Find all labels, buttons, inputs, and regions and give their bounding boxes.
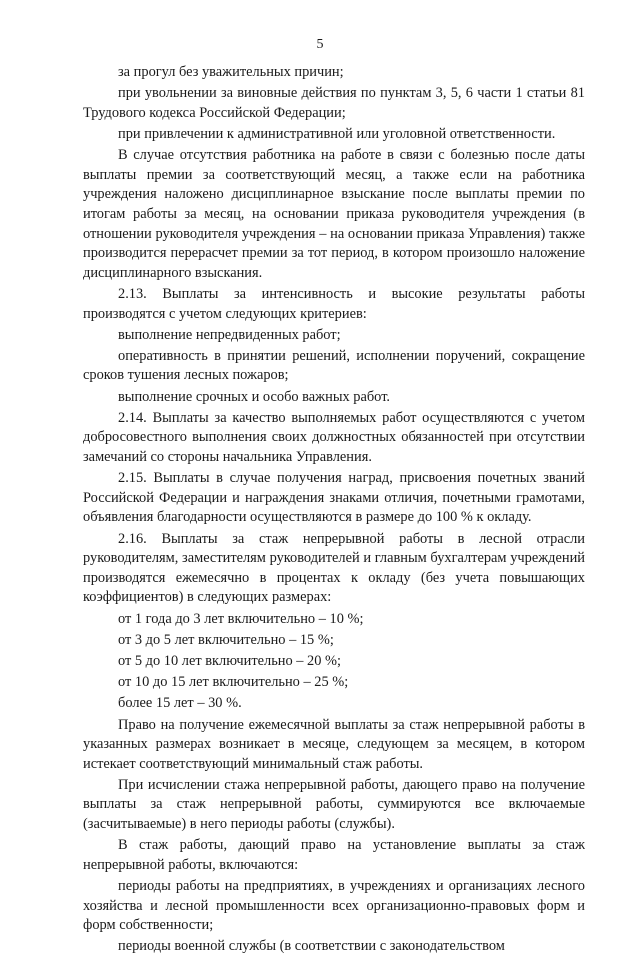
paragraph: при привлечении к административной или уголовной ответственности. <box>118 125 556 142</box>
paragraph: 2.14. Выплаты за качество выполняемых работ осуществляются с учетом добросовестного выполнения своих должностных обязанностей при отсутствии замечаний со стороны начальника Управления. <box>83 409 585 466</box>
list-item: от 5 до 10 лет включительно – 20 %; <box>118 652 342 669</box>
paragraph: Право на получение ежемесячной выплаты за стаж непрерывной работы в указанных размерах возникает в месяце, следующем за месяцем, в котором истекает соответствующий минимальный стаж работы. <box>83 716 585 772</box>
paragraph: за прогул без уважительных причин; <box>118 64 344 80</box>
document-body <box>83 63 585 959</box>
list-item: от 3 до 5 лет включительно – 15 %; <box>118 631 334 648</box>
page-number: 5 <box>316 37 324 52</box>
list-item: от 1 года до 3 лет включительно – 10 %; <box>118 610 364 627</box>
paragraph: при увольнении за виновные действия по пунктам 3, 5, 6 части 1 статьи 81 Трудового кодекса Российской Федерации; <box>83 85 585 121</box>
list-item: от 10 до 15 лет включительно – 25 %; <box>118 674 349 691</box>
paragraph: периоды военной службы (в соответствии с законодательством <box>118 938 505 955</box>
paragraph: выполнение срочных и особо важных работ. <box>118 388 390 405</box>
paragraph: 2.15. Выплаты в случае получения наград, присвоения почетных званий Российской Федерации и награждения знаками отличия, почетными грамотами, объявления благодарности осуществляются в размере до 100 % к окладу. <box>83 470 585 526</box>
paragraph: При исчислении стажа непрерывной работы, дающего право на получение выплаты за стаж непрерывной работы, суммируются все включаемые (засчитываемые) в него периоды работы (службы). <box>83 776 585 833</box>
paragraph: выполнение непредвиденных работ; <box>118 326 341 343</box>
paragraph: оперативность в принятии решений, исполнении поручений, сокращение сроков тушения лесных пожаров; <box>83 347 585 384</box>
paragraph: В стаж работы, дающий право на установление выплаты за стаж непрерывной работы, включаются: <box>83 837 585 873</box>
paragraph: 2.16. Выплаты за стаж непрерывной работы в лесной отрасли руководителям, заместителям руководителей и главным бухгалтерам учреждений производятся ежемесячно в процентах к окладу (без учета повышающих коэффициентов) в следующих размерах: <box>83 530 585 606</box>
list-item: более 15 лет – 30 %. <box>118 695 242 712</box>
paragraph: периоды работы на предприятиях, в учреждениях и организациях лесного хозяйства и лесной промышленности всех организационно-правовых форм и форм собственности; <box>83 878 585 934</box>
paragraph: 2.13. Выплаты за интенсивность и высокие результаты работы производятся с учетом следующих критериев: <box>83 285 585 322</box>
paragraph: В случае отсутствия работника на работе в связи с болезнью после даты выплаты премии за соответствующий месяц, а также если на работника учреждения наложено дисциплинарное взыскание после выплаты премии по итогам работы за месяц, на основании приказа руководителя учреждения (в отношении руководителя учреждения – на основании приказа Управления) также производится перерасчет премии за тот период, в котором произошло наложение дисциплинарного взыскания. <box>83 147 585 281</box>
